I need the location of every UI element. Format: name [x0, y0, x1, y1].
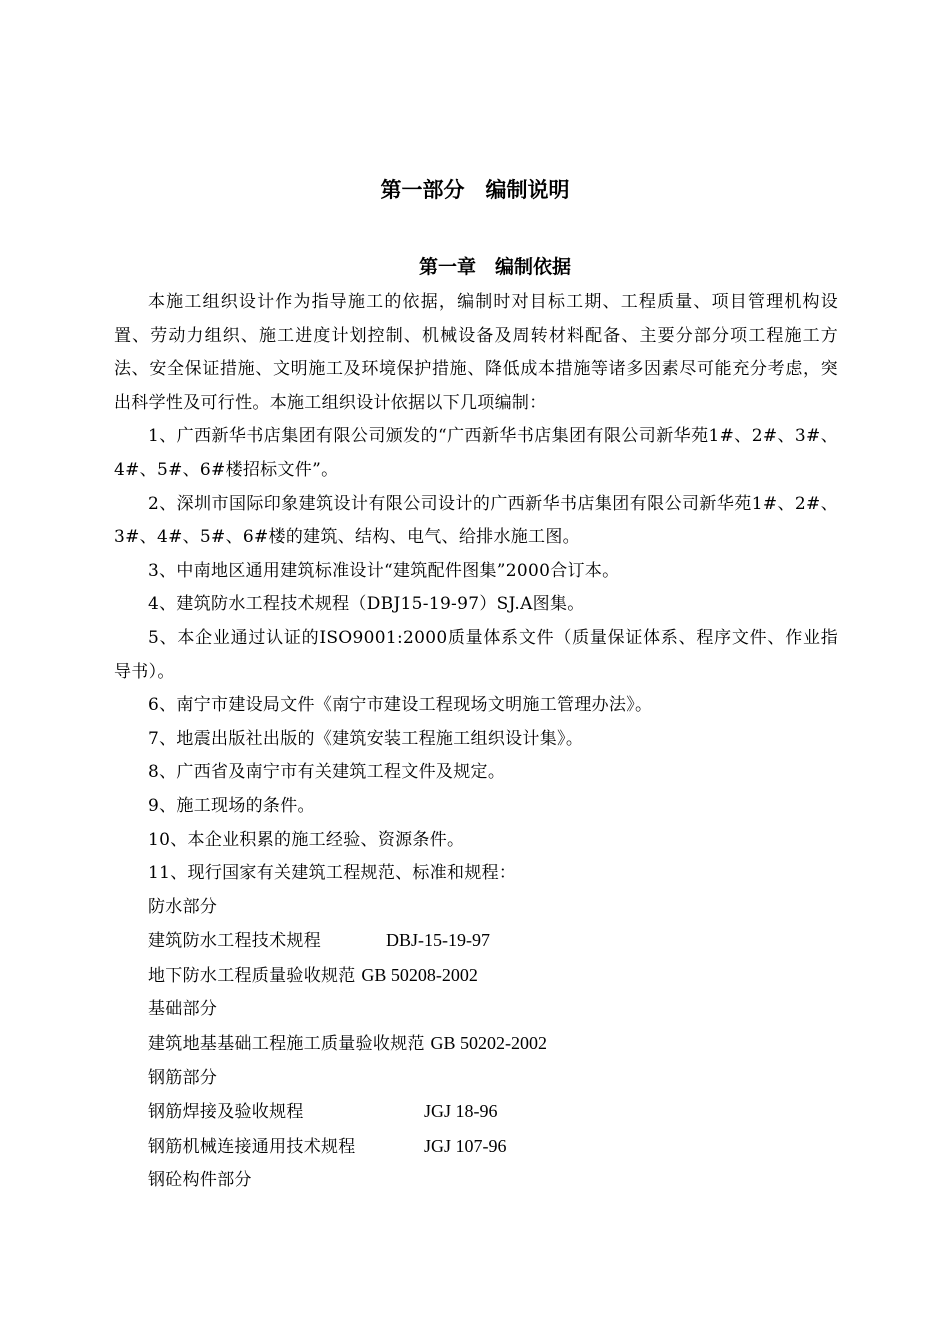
- basis-item-10: 10、本企业积累的施工经验、资源条件。: [148, 829, 465, 850]
- basis-item-3: 3、中南地区通用建筑标准设计“建筑配件图集”2000合订本。: [148, 560, 620, 581]
- basis-item-9: 9、施工现场的条件。: [148, 795, 315, 816]
- standard-row: [114, 924, 838, 959]
- standard-code: GB 50208-2002: [361, 964, 478, 985]
- standard-code: JGJ 107-96: [424, 1135, 507, 1156]
- basis-item-7: 7、地震出版社出版的《建筑安装工程施工组织设计集》。: [148, 728, 584, 749]
- basis-item-5: 5、本企业通过认证的ISO9001:2000质量体系文件（质量保证体系、程序文件、作业指导书）。: [114, 627, 838, 682]
- standard-name: 地下防水工程质量验收规范: [148, 965, 356, 986]
- standard-code: DBJ-15-19-97: [386, 930, 490, 951]
- document-body: [114, 286, 838, 1198]
- basis-item-2: 2、深圳市国际印象建筑设计有限公司设计的广西新华书店集团有限公司新华苑1#、2#、3#、4#、5#、6#楼的建筑、结构、电气、给排水施工图。: [114, 493, 838, 548]
- basis-item-11: 11、现行国家有关建筑工程规范、标准和规程：: [148, 863, 517, 884]
- standard-code: JGJ 18-96: [424, 1101, 498, 1122]
- basis-item-1: 1、广西新华书店集团有限公司颁发的“广西新华书店集团有限公司新华苑1#、2#、3#、4#、5#、6#楼招标文件”。: [114, 426, 838, 480]
- standard-row: [114, 1095, 838, 1130]
- standard-row: [114, 959, 838, 994]
- standard-row: [114, 1130, 838, 1165]
- standard-name: 建筑地基基础工程施工质量验收规范: [148, 1034, 425, 1055]
- section-heading-waterproof: 防水部分: [148, 896, 218, 917]
- basis-item-4: 4、建筑防水工程技术规程（DBJ15-19-97）SJ.A图集。: [148, 594, 585, 615]
- standard-name: 钢筋焊接及验收规程: [148, 1102, 304, 1123]
- standard-row: [114, 1027, 838, 1062]
- section-heading-rebar: 钢筋部分: [148, 1067, 218, 1088]
- basis-item-6: 6、南宁市建设局文件《南宁市建设工程现场文明施工管理办法》。: [148, 695, 653, 716]
- part-title: 第一部分 编制说明: [380, 178, 570, 202]
- chapter-title: 第一章 编制依据: [418, 256, 571, 278]
- section-heading-concrete: 钢砼构件部分: [148, 1170, 252, 1191]
- standard-name: 建筑防水工程技术规程: [148, 931, 321, 952]
- intro-paragraph: 本施工组织设计作为指导施工的依据，编制时对目标工期、工程质量、项目管理机构设置、劳动力组织、施工进度计划控制、机械设备及周转材料配备、主要分部分项工程施工方法、安全保证措施、文明施工及环境保护措施、降低成本措施等诸多因素尽可能充分考虑，突出科学性及可行性。本施工组织设计依据以下几项编制：: [114, 292, 838, 413]
- standard-code: GB 50202-2002: [430, 1033, 548, 1054]
- basis-item-8: 8、广西省及南宁市有关建筑工程文件及规定。: [148, 762, 506, 783]
- standard-name: 钢筋机械连接通用技术规程: [148, 1136, 356, 1157]
- section-heading-foundation: 基础部分: [148, 999, 218, 1020]
